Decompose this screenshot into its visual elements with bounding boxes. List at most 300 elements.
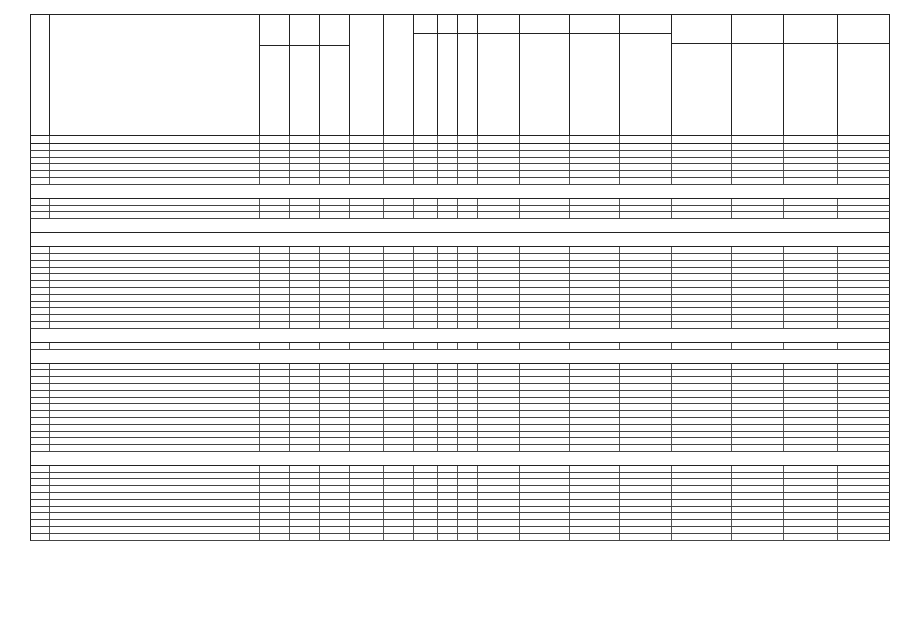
cell-divider [49,151,50,157]
cell-divider [383,151,384,157]
cell-divider [349,288,350,294]
table-row [30,466,890,473]
cell-divider [319,398,320,404]
section-row [30,219,890,233]
cell-divider [319,418,320,424]
cell-divider [259,274,260,280]
cell-divider [259,206,260,212]
cell-divider [289,343,290,349]
cell-divider [619,281,620,287]
cell-divider [289,507,290,513]
cell-divider [437,322,438,328]
cell-divider [319,274,320,280]
cell-divider [569,500,570,506]
cell-divider [437,261,438,267]
cell-divider [477,308,478,314]
table-row [30,144,890,151]
cell-divider [783,158,784,164]
cell-divider [383,247,384,253]
cell-divider [457,513,458,519]
cell-divider [783,254,784,260]
cell-divider [519,520,520,526]
cell-divider [49,288,50,294]
cell-divider [569,295,570,301]
cell-divider [319,288,320,294]
cell-divider [289,513,290,519]
cell-divider [457,486,458,492]
cell-divider [383,438,384,444]
cell-divider [477,479,478,485]
cell-divider [319,432,320,438]
cell-divider [437,281,438,287]
cell-divider [519,281,520,287]
cell-divider [783,315,784,321]
table-row [30,370,890,377]
cell-divider [383,281,384,287]
table-header [30,14,890,136]
cell-divider [457,364,458,370]
cell-divider [383,288,384,294]
cell-divider [383,398,384,404]
cell-divider [619,206,620,212]
cell-divider [259,513,260,519]
cell-divider [437,425,438,431]
cell-divider [383,384,384,390]
cell-divider [519,534,520,540]
cell-divider [383,343,384,349]
cell-divider [837,343,838,349]
cell-divider [349,315,350,321]
cell-divider [837,274,838,280]
cell-divider [457,384,458,390]
cell-divider [569,206,570,212]
cell-divider [619,404,620,410]
cell-divider [783,274,784,280]
cell-divider [477,247,478,253]
cell-divider [49,281,50,287]
cell-divider [319,404,320,410]
cell-divider [619,178,620,184]
cell-divider [319,164,320,170]
cell-divider [437,199,438,205]
cell-divider [619,322,620,328]
cell-divider [49,254,50,260]
cell-divider [619,212,620,218]
cell-divider [783,377,784,383]
cell-divider [383,164,384,170]
cell-divider [383,254,384,260]
cell-divider [569,445,570,451]
cell-divider [477,315,478,321]
cell-divider [619,261,620,267]
cell-divider [349,151,350,157]
cell-divider [671,377,672,383]
cell-divider [259,438,260,444]
cell-divider [49,343,50,349]
cell-divider [49,445,50,451]
cell-divider [413,473,414,479]
cell-divider [569,171,570,177]
cell-divider [289,302,290,308]
cell-divider [837,261,838,267]
cell-divider [519,493,520,499]
cell-divider [413,343,414,349]
cell-divider [349,391,350,397]
cell-divider [837,418,838,424]
cell-divider [837,445,838,451]
cell-divider [477,343,478,349]
cell-divider [49,302,50,308]
cell-divider [259,136,260,143]
cell-divider [319,178,320,184]
cell-divider [289,212,290,218]
header-col-divider [289,15,290,135]
cell-divider [289,151,290,157]
cell-divider [569,164,570,170]
cell-divider [437,315,438,321]
data-table [30,136,890,541]
cell-divider [413,534,414,540]
table-row [30,158,890,165]
cell-divider [671,322,672,328]
cell-divider [477,254,478,260]
cell-divider [569,507,570,513]
cell-divider [319,151,320,157]
cell-divider [49,425,50,431]
cell-divider [569,425,570,431]
cell-divider [49,384,50,390]
cell-divider [289,281,290,287]
cell-divider [319,261,320,267]
cell-divider [383,212,384,218]
cell-divider [519,527,520,533]
cell-divider [289,164,290,170]
cell-divider [731,136,732,143]
cell-divider [289,384,290,390]
cell-divider [519,151,520,157]
cell-divider [413,308,414,314]
cell-divider [457,164,458,170]
cell-divider [259,364,260,370]
cell-divider [783,493,784,499]
cell-divider [519,343,520,349]
cell-divider [569,486,570,492]
cell-divider [413,527,414,533]
cell-divider [477,364,478,370]
cell-divider [569,144,570,150]
cell-divider [457,411,458,417]
cell-divider [519,288,520,294]
cell-divider [477,411,478,417]
cell-divider [477,178,478,184]
cell-divider [349,261,350,267]
cell-divider [319,268,320,274]
table-row [30,479,890,486]
cell-divider [477,171,478,177]
cell-divider [289,432,290,438]
table-row [30,418,890,425]
cell-divider [349,534,350,540]
cell-divider [319,534,320,540]
cell-divider [837,178,838,184]
cell-divider [519,364,520,370]
cell-divider [437,479,438,485]
cell-divider [477,425,478,431]
cell-divider [731,178,732,184]
cell-divider [413,178,414,184]
cell-divider [457,527,458,533]
cell-divider [457,288,458,294]
table-row [30,261,890,268]
cell-divider [349,493,350,499]
cell-divider [259,404,260,410]
cell-divider [519,411,520,417]
cell-divider [49,370,50,376]
cell-divider [569,302,570,308]
cell-divider [437,158,438,164]
cell-divider [437,171,438,177]
cell-divider [519,398,520,404]
cell-divider [319,507,320,513]
table-row [30,247,890,254]
cell-divider [383,486,384,492]
cell-divider [49,411,50,417]
cell-divider [319,254,320,260]
cell-divider [319,364,320,370]
cell-divider [49,206,50,212]
cell-divider [619,479,620,485]
cell-divider [289,288,290,294]
cell-divider [437,295,438,301]
cell-divider [49,158,50,164]
cell-divider [259,254,260,260]
cell-divider [413,206,414,212]
cell-divider [259,398,260,404]
table-row [30,295,890,302]
cell-divider [671,445,672,451]
cell-divider [437,445,438,451]
cell-divider [349,377,350,383]
cell-divider [289,404,290,410]
cell-divider [319,199,320,205]
cell-divider [349,370,350,376]
cell-divider [619,438,620,444]
cell-divider [731,164,732,170]
cell-divider [731,343,732,349]
cell-divider [49,391,50,397]
cell-divider [289,466,290,472]
cell-divider [731,171,732,177]
cell-divider [783,178,784,184]
cell-divider [519,473,520,479]
cell-divider [413,391,414,397]
table-row [30,199,890,206]
cell-divider [519,377,520,383]
cell-divider [319,466,320,472]
cell-divider [383,158,384,164]
cell-divider [383,364,384,370]
cell-divider [413,418,414,424]
table-row [30,281,890,288]
cell-divider [437,527,438,533]
cell-divider [349,343,350,349]
cell-divider [259,479,260,485]
cell-divider [437,411,438,417]
cell-divider [671,261,672,267]
cell-divider [457,500,458,506]
cell-divider [569,254,570,260]
cell-divider [619,164,620,170]
cell-divider [349,445,350,451]
cell-divider [49,274,50,280]
cell-divider [457,534,458,540]
cell-divider [259,432,260,438]
cell-divider [413,479,414,485]
cell-divider [457,377,458,383]
table-row [30,507,890,514]
cell-divider [731,370,732,376]
cell-divider [437,206,438,212]
cell-divider [413,500,414,506]
section-row [30,233,890,247]
cell-divider [569,151,570,157]
cell-divider [383,178,384,184]
cell-divider [783,384,784,390]
cell-divider [259,343,260,349]
cell-divider [383,370,384,376]
cell-divider [731,438,732,444]
cell-divider [731,261,732,267]
cell-divider [519,479,520,485]
table-row [30,364,890,371]
header-row-divider [477,33,671,34]
cell-divider [437,513,438,519]
cell-divider [437,302,438,308]
cell-divider [783,473,784,479]
cell-divider [619,432,620,438]
cell-divider [783,151,784,157]
cell-divider [49,322,50,328]
cell-divider [437,466,438,472]
cell-divider [383,274,384,280]
cell-divider [731,520,732,526]
cell-divider [413,384,414,390]
cell-divider [731,281,732,287]
cell-divider [383,513,384,519]
cell-divider [383,411,384,417]
cell-divider [413,322,414,328]
cell-divider [383,308,384,314]
cell-divider [569,513,570,519]
cell-divider [49,268,50,274]
table-row [30,432,890,439]
cell-divider [289,520,290,526]
cell-divider [671,500,672,506]
cell-divider [289,473,290,479]
cell-divider [349,247,350,253]
cell-divider [457,432,458,438]
cell-divider [259,158,260,164]
cell-divider [457,315,458,321]
cell-divider [477,302,478,308]
cell-divider [259,288,260,294]
cell-divider [457,144,458,150]
cell-divider [619,377,620,383]
cell-divider [437,418,438,424]
cell-divider [457,438,458,444]
cell-divider [413,247,414,253]
cell-divider [319,513,320,519]
table-row [30,486,890,493]
cell-divider [731,527,732,533]
table-row [30,513,890,520]
cell-divider [519,178,520,184]
cell-divider [289,445,290,451]
cell-divider [413,281,414,287]
cell-divider [349,500,350,506]
cell-divider [837,425,838,431]
cell-divider [837,247,838,253]
cell-divider [259,411,260,417]
cell-divider [457,178,458,184]
table-row [30,151,890,158]
cell-divider [783,206,784,212]
cell-divider [619,527,620,533]
cell-divider [837,315,838,321]
cell-divider [457,254,458,260]
cell-divider [519,158,520,164]
cell-divider [383,322,384,328]
cell-divider [349,199,350,205]
cell-divider [259,507,260,513]
cell-divider [619,308,620,314]
cell-divider [259,384,260,390]
cell-divider [49,261,50,267]
cell-divider [383,171,384,177]
cell-divider [783,404,784,410]
cell-divider [259,473,260,479]
cell-divider [349,411,350,417]
cell-divider [731,445,732,451]
cell-divider [477,513,478,519]
cell-divider [519,164,520,170]
cell-divider [477,144,478,150]
table-row [30,377,890,384]
cell-divider [569,534,570,540]
cell-divider [619,486,620,492]
cell-divider [783,164,784,170]
cell-divider [519,391,520,397]
cell-divider [319,527,320,533]
cell-divider [383,520,384,526]
cell-divider [519,302,520,308]
table-row [30,308,890,315]
cell-divider [519,199,520,205]
table-row [30,384,890,391]
cell-divider [413,425,414,431]
cell-divider [837,473,838,479]
table-row [30,438,890,445]
cell-divider [619,391,620,397]
cell-divider [783,199,784,205]
cell-divider [569,391,570,397]
cell-divider [413,199,414,205]
cell-divider [837,151,838,157]
cell-divider [783,247,784,253]
header-row-divider [259,45,349,46]
cell-divider [731,493,732,499]
cell-divider [519,425,520,431]
